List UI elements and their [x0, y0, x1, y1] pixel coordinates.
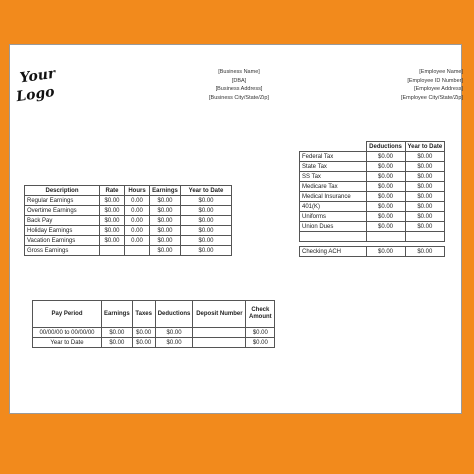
pay-header-row	[33, 301, 275, 328]
earning-hours: 0.00	[125, 206, 150, 216]
deduction-ytd: $0.00	[405, 162, 445, 172]
table-row	[25, 236, 232, 246]
business-name: [Business Name]	[218, 69, 260, 75]
earning-ytd: $0.00	[181, 236, 232, 246]
table-row	[300, 222, 445, 232]
table-row	[33, 338, 275, 348]
earning-description: Regular Earnings	[25, 196, 100, 206]
deduction-ytd: $0.00	[405, 182, 445, 192]
pay-earnings: $0.00	[102, 328, 133, 338]
empty-cell	[366, 232, 405, 242]
earning-rate: $0.00	[100, 196, 125, 206]
checking-amount: $0.00	[366, 247, 405, 257]
pay-deductions: $0.00	[155, 328, 193, 338]
earning-rate: $0.00	[100, 226, 125, 236]
pay-summary-table	[32, 300, 275, 348]
gross-row	[25, 246, 232, 256]
deduction-amount: $0.00	[366, 212, 405, 222]
empty-cell	[405, 232, 445, 242]
earning-ytd: $0.00	[181, 216, 232, 226]
earning-amount: $0.00	[150, 216, 181, 226]
table-row	[25, 196, 232, 206]
table-row	[33, 328, 275, 338]
deduction-ytd: $0.00	[405, 202, 445, 212]
checking-row	[300, 247, 445, 257]
pay-stub-sheet	[9, 44, 462, 414]
table-row	[300, 162, 445, 172]
deduction-amount: $0.00	[366, 222, 405, 232]
deduction-label: Union Dues	[300, 222, 367, 232]
earning-ytd: $0.00	[181, 206, 232, 216]
earning-description: Vacation Earnings	[25, 236, 100, 246]
pay-earnings-header: Earnings	[102, 301, 133, 328]
pay-earnings: $0.00	[102, 338, 133, 348]
deposit-number	[193, 328, 246, 338]
table-row	[25, 216, 232, 226]
earnings-header: Earnings	[150, 186, 181, 196]
deductions-header-blank	[300, 142, 367, 152]
logo-line-1: Your	[18, 65, 57, 87]
checking-label: Checking ACH	[300, 247, 367, 257]
pay-taxes-header: Taxes	[132, 301, 155, 328]
deduction-label: Medical Insurance	[300, 192, 367, 202]
table-row	[25, 206, 232, 216]
empty-row	[300, 232, 445, 242]
deduction-label: Federal Tax	[300, 152, 367, 162]
table-row	[300, 152, 445, 162]
business-info	[194, 68, 284, 102]
earnings-table	[24, 185, 232, 256]
earning-hours: 0.00	[125, 236, 150, 246]
hours-header: Hours	[125, 186, 150, 196]
table-row	[25, 226, 232, 236]
pay-period: Year to Date	[33, 338, 102, 348]
empty-cell	[300, 232, 367, 242]
deduction-ytd: $0.00	[405, 222, 445, 232]
pay-taxes: $0.00	[132, 338, 155, 348]
check-amount: $0.00	[246, 328, 275, 338]
deductions-header-row	[300, 142, 445, 152]
employee-city: [Employee City/State/Zip]	[400, 94, 463, 101]
earnings-header-row	[25, 186, 232, 196]
company-logo	[15, 65, 59, 106]
deduction-ytd: $0.00	[405, 152, 445, 162]
pay-taxes: $0.00	[132, 328, 155, 338]
table-row	[300, 202, 445, 212]
earning-hours: 0.00	[125, 226, 150, 236]
earning-rate: $0.00	[100, 216, 125, 226]
table-row	[300, 212, 445, 222]
earning-ytd: $0.00	[181, 226, 232, 236]
check-amount: $0.00	[246, 338, 275, 348]
logo-line-2: Logo	[15, 83, 56, 106]
deduction-label: Medicare Tax	[300, 182, 367, 192]
business-dba: [DBA]	[231, 77, 247, 84]
deductions-table	[299, 141, 445, 257]
business-address: [Business Address]	[215, 86, 263, 92]
earning-hours: 0.00	[125, 196, 150, 206]
employee-id: [Employee ID Number]	[407, 77, 463, 84]
deduction-ytd: $0.00	[405, 192, 445, 202]
deduction-label: Uniforms	[300, 212, 367, 222]
deduction-amount: $0.00	[366, 202, 405, 212]
earning-rate: $0.00	[100, 236, 125, 246]
deduction-ytd: $0.00	[405, 212, 445, 222]
deposit-number	[193, 338, 246, 348]
deduction-label: SS Tax	[300, 172, 367, 182]
earning-ytd: $0.00	[181, 196, 232, 206]
deduction-amount: $0.00	[366, 192, 405, 202]
earning-amount: $0.00	[150, 236, 181, 246]
pay-period: 00/00/00 to 00/00/00	[33, 328, 102, 338]
business-city: [Business City/State/Zip]	[209, 94, 269, 101]
check-amount-header: Check Amount	[246, 301, 275, 328]
deduction-ytd: $0.00	[405, 172, 445, 182]
rate-header: Rate	[100, 186, 125, 196]
pay-deductions-header: Deductions	[155, 301, 193, 328]
description-header: Description	[25, 186, 100, 196]
employee-info	[385, 68, 463, 102]
earning-description: Back Pay	[25, 216, 100, 226]
deduction-amount: $0.00	[366, 162, 405, 172]
deposit-number-header: Deposit Number	[193, 301, 246, 328]
deduction-amount: $0.00	[366, 182, 405, 192]
pay-deductions: $0.00	[155, 338, 193, 348]
gross-amount: $0.00	[150, 246, 181, 256]
deduction-amount: $0.00	[366, 152, 405, 162]
gross-label: Gross Earnings	[25, 246, 100, 256]
checking-ytd: $0.00	[405, 247, 445, 257]
deductions-ytd-header: Year to Date	[405, 142, 445, 152]
earning-description: Holiday Earnings	[25, 226, 100, 236]
table-row	[300, 192, 445, 202]
deduction-label: State Tax	[300, 162, 367, 172]
earning-amount: $0.00	[150, 206, 181, 216]
gross-hours	[125, 246, 150, 256]
table-row	[300, 172, 445, 182]
earning-amount: $0.00	[150, 226, 181, 236]
gross-ytd: $0.00	[181, 246, 232, 256]
deduction-label: 401(K)	[300, 202, 367, 212]
employee-name: [Employee Name]	[419, 69, 463, 75]
pay-period-header: Pay Period	[33, 301, 102, 328]
deduction-amount: $0.00	[366, 172, 405, 182]
earning-rate: $0.00	[100, 206, 125, 216]
employee-address: [Employee Address]	[414, 86, 463, 92]
earning-description: Overtime Earnings	[25, 206, 100, 216]
ytd-header: Year to Date	[181, 186, 232, 196]
table-row	[300, 182, 445, 192]
deductions-header: Deductions	[366, 142, 405, 152]
earning-amount: $0.00	[150, 196, 181, 206]
earning-hours: 0.00	[125, 216, 150, 226]
gross-rate	[100, 246, 125, 256]
